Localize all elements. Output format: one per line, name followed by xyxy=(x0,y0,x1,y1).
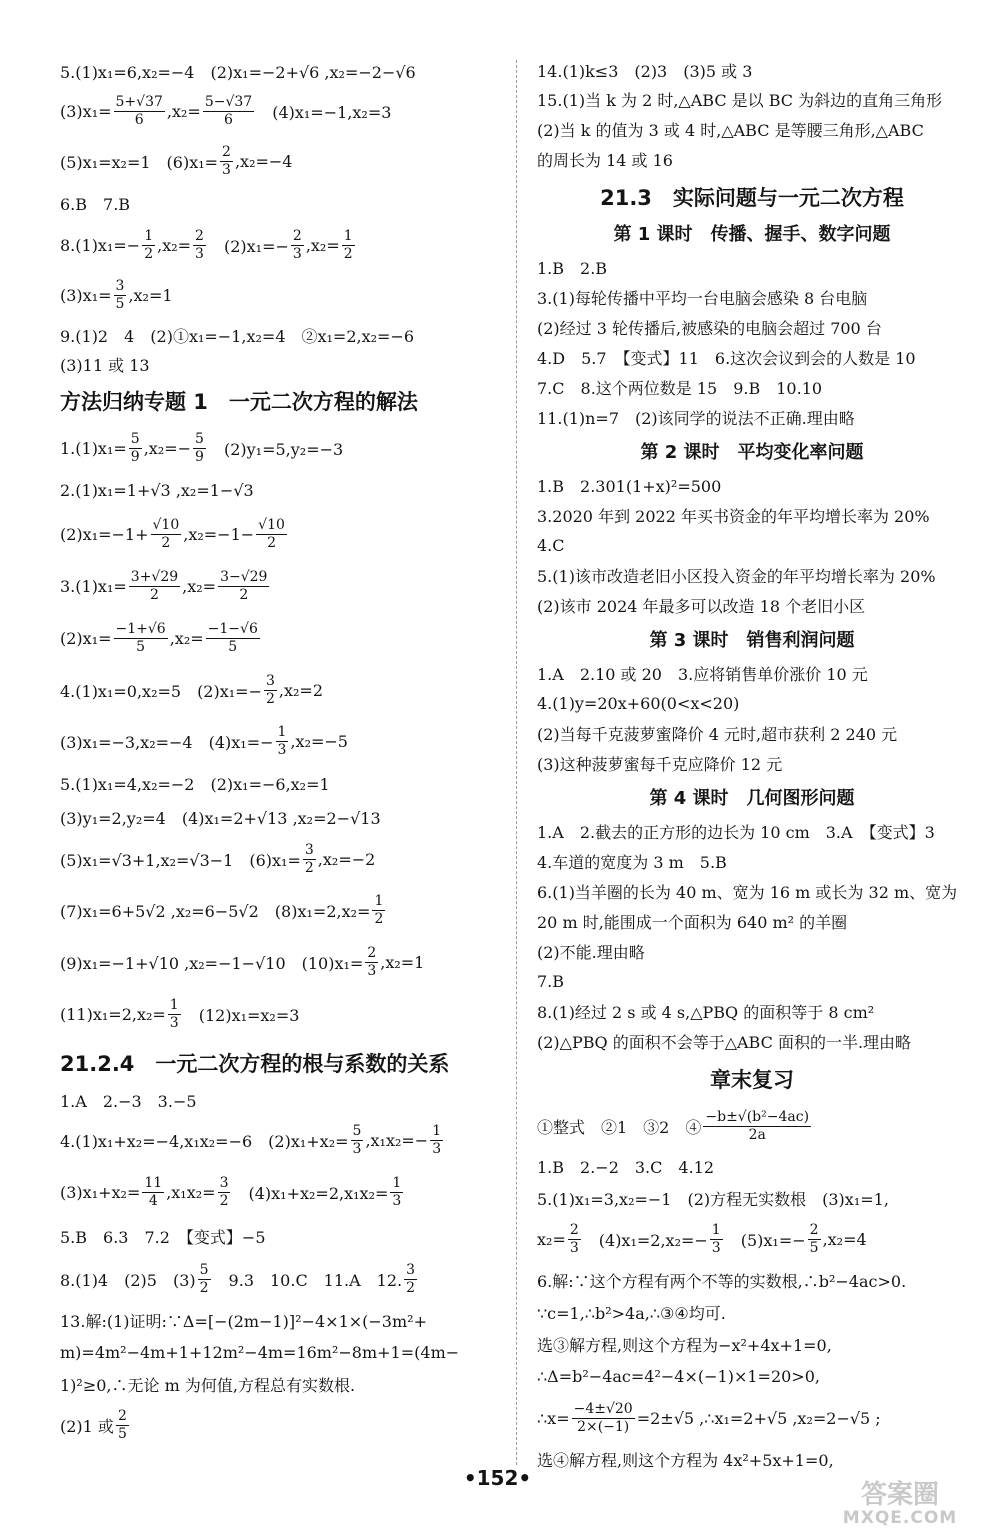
review-6c: 选③解方程,则这个方程为−x²+4x+1=0, xyxy=(537,1335,832,1355)
fraction xyxy=(151,517,182,550)
answer-15b: (2)当 k 的值为 3 或 4 时,△ABC 是等腰三角形,△ABC xyxy=(537,120,924,140)
roots-4b xyxy=(60,1166,498,1218)
numerator: 2 xyxy=(195,228,204,245)
denominator: 2 xyxy=(150,586,159,603)
method-5c xyxy=(60,834,498,884)
review-6f: 选④解方程,则这个方程为 4x²+5x+1=0, xyxy=(537,1450,834,1470)
review-6b: ∵c=1,∴b²>4a,∴③④均可. xyxy=(537,1303,726,1323)
numerator: 5+√37 xyxy=(115,94,163,111)
roots-13a: 13.解:(1)证明:∵Δ=[−(2m−1)]²−4×1×(−3m²+ xyxy=(60,1311,427,1331)
review-1: 1.B 2.−2 3.C 4.12 xyxy=(537,1157,715,1177)
numerator: 1 xyxy=(144,228,154,245)
fraction xyxy=(572,1401,635,1434)
lesson4-6b: 20 m 时,能围成一个面积为 640 m² 的羊圈 xyxy=(537,912,848,932)
fraction xyxy=(218,1175,231,1208)
method-4b xyxy=(60,716,498,766)
denominator: 2 xyxy=(406,1279,416,1296)
lesson-3-title: 第 3 课时 销售利润问题 xyxy=(649,630,855,651)
denominator: 3 xyxy=(367,962,377,979)
fraction xyxy=(710,1222,723,1255)
answer-5a: 5.(1)x₁=6,x₂=−4 (2)x₁=−2+√6 ,x₂=−2−√6 xyxy=(60,62,416,82)
fraction xyxy=(114,621,168,654)
lesson3-4c: (3)这种菠萝蜜每千克应降价 12 元 xyxy=(537,754,783,774)
lesson-1-title: 第 1 课时 传播、握手、数字问题 xyxy=(613,224,891,245)
text: ,x₂= xyxy=(305,235,340,255)
text: (12)x₁=x₂=3 xyxy=(182,1005,300,1025)
method-5b: (3)y₁=2,y₂=4 (4)x₁=2+√13 ,x₂=2−√13 xyxy=(60,808,381,828)
numerator: 1 xyxy=(432,1123,442,1140)
fraction xyxy=(430,1123,443,1156)
fraction xyxy=(193,228,206,261)
denominator: 2 xyxy=(161,534,171,551)
denominator: 9 xyxy=(130,448,140,465)
text: (2)1 或 xyxy=(60,1416,114,1436)
roots-13c: 1)²≥0,∴无论 m 为何值,方程总有实数根. xyxy=(60,1375,356,1395)
fraction xyxy=(291,228,304,261)
numerator: 1 xyxy=(711,1222,721,1239)
left-column xyxy=(60,56,498,1450)
numerator: 2 xyxy=(569,1222,579,1239)
lesson2-1: 1.B 2.301(1+x)²=500 xyxy=(537,476,722,496)
page-number: •152• xyxy=(463,1466,532,1490)
method-5f xyxy=(60,988,498,1040)
fraction xyxy=(114,278,127,311)
numerator: √10 xyxy=(152,517,180,534)
text: (2)x₁=− xyxy=(207,236,289,256)
denominator: 2 xyxy=(239,586,249,603)
text: ,x₂=2 xyxy=(278,680,324,700)
lesson4-4: 4.车道的宽度为 3 m 5.B xyxy=(537,852,727,872)
numerator: 5 xyxy=(352,1123,362,1140)
text: 8.(1)4 (2)5 (3) xyxy=(60,1270,196,1290)
answer-8a xyxy=(60,220,498,270)
numerator: 1 xyxy=(343,228,353,245)
lesson3-4a: 4.(1)y=20x+60(0<x<20) xyxy=(537,693,740,713)
denominator: 2 xyxy=(304,859,314,876)
review-6d: ∴Δ=b²−4ac=4²−4×(−1)×1=20>0, xyxy=(537,1366,820,1386)
answer-9b: (3)11 或 13 xyxy=(60,355,150,375)
text: (5)x₁=− xyxy=(724,1230,806,1250)
numerator: 1 xyxy=(169,997,179,1014)
text: 9.3 10.C 11.A 12. xyxy=(212,1270,403,1290)
fraction xyxy=(264,673,277,706)
text: (2)x₁= xyxy=(60,628,112,648)
lesson1-11: 11.(1)n=7 (2)该同学的说法不正确.理由略 xyxy=(537,408,855,428)
method-3b xyxy=(60,612,498,664)
fraction xyxy=(390,1175,403,1208)
denominator: 6 xyxy=(134,111,144,128)
text: (3)x₁+x₂= xyxy=(60,1182,141,1202)
watermark-logo xyxy=(820,1482,980,1532)
text: 3.(1)x₁= xyxy=(60,576,127,596)
text: ,x₂=1 xyxy=(128,285,173,305)
text: ①整式 ②1 ③2 ④ xyxy=(537,1117,702,1137)
answer-14: 14.(1)k≤3 (2)3 (3)5 或 3 xyxy=(537,61,753,81)
fraction xyxy=(114,94,165,127)
text: ,x₂=−1− xyxy=(183,524,255,544)
answer-5b xyxy=(60,86,498,136)
roots-13b: m)=4m²−4m+1+12m²−4m=16m²−8m+1=(4m− xyxy=(60,1342,460,1362)
text: (11)x₁=2,x₂= xyxy=(60,1004,166,1024)
denominator: 3 xyxy=(711,1239,721,1256)
lesson1-3a: 3.(1)每轮传播中平均一台电脑会感染 8 台电脑 xyxy=(537,288,868,308)
denominator: 2 xyxy=(374,910,384,927)
review-6e xyxy=(537,1392,967,1444)
lesson2-5b: (2)该市 2024 年最多可以改造 18 个老旧小区 xyxy=(537,596,866,616)
fraction xyxy=(372,893,385,926)
denominator: 2 xyxy=(267,534,276,551)
denominator: 3 xyxy=(195,245,204,262)
denominator: 2 xyxy=(265,690,275,707)
numerator: 2 xyxy=(117,1408,127,1425)
text: ,x₂= xyxy=(169,628,204,648)
denominator: 5 xyxy=(117,1425,127,1442)
roots-8 xyxy=(60,1254,498,1304)
right-column xyxy=(537,56,967,1474)
numerator: 3+√29 xyxy=(130,569,179,586)
method-4a xyxy=(60,664,498,716)
lesson3-1: 1.A 2.10 或 20 3.应将销售单价涨价 10 元 xyxy=(537,664,868,684)
lesson4-8b: (2)△PBQ 的面积不会等于△ABC 面积的一半.理由略 xyxy=(537,1032,912,1052)
text: x₂= xyxy=(537,1229,566,1249)
text: (2)x₁=−1+ xyxy=(60,524,149,544)
numerator: √10 xyxy=(258,517,285,534)
text: 4.(1)x₁+x₂=−4,x₁x₂=−6 (2)x₁+x₂= xyxy=(60,1131,349,1151)
text: ,x₂=−4 xyxy=(234,151,293,171)
answer-15a: 15.(1)当 k 为 2 时,△ABC 是以 BC 为斜边的直角三角形 xyxy=(537,90,943,110)
review-5b xyxy=(537,1214,967,1264)
numerator: 2 xyxy=(222,144,231,161)
answer-6-7: 6.B 7.B xyxy=(60,194,131,214)
fraction xyxy=(168,997,181,1030)
numerator: 3−√29 xyxy=(220,569,268,586)
denominator: 3 xyxy=(352,1140,362,1157)
numerator: 3 xyxy=(115,278,125,295)
numerator: 3 xyxy=(265,673,275,690)
text: (9)x₁=−1+√10 ,x₂=−1−√10 (10)x₁= xyxy=(60,953,364,973)
denominator: 4 xyxy=(148,1192,158,1209)
fraction xyxy=(193,431,206,464)
answer-5c xyxy=(60,136,498,186)
text: (3)x₁=−3,x₂=−4 (4)x₁=− xyxy=(60,732,274,752)
text: 1.(1)x₁= xyxy=(60,438,127,458)
denominator: 3 xyxy=(432,1140,442,1157)
roots-4a xyxy=(60,1114,498,1166)
watermark-url: MXQE.COM xyxy=(842,1508,958,1528)
text: (7)x₁=6+5√2 ,x₂=6−5√2 (8)x₁=2,x₂= xyxy=(60,901,371,921)
text: ∴x= xyxy=(537,1408,570,1428)
text: (4)x₁=2,x₂=− xyxy=(582,1230,708,1250)
text: =2±√5 ,∴x₁=2+√5 ,x₂=2−√5 ; xyxy=(636,1408,881,1428)
denominator: 2 xyxy=(144,245,154,262)
numerator: 5 xyxy=(199,1262,209,1279)
roots-5: 5.B 6.3 7.2 【变式】−5 xyxy=(60,1227,266,1247)
fraction xyxy=(203,94,254,127)
numerator: 3 xyxy=(406,1262,416,1279)
fraction xyxy=(198,1262,211,1295)
fraction xyxy=(142,1175,164,1208)
fraction xyxy=(303,842,316,875)
denominator: 5 xyxy=(136,638,146,655)
numerator: 3 xyxy=(219,1175,229,1192)
lesson1-4: 4.D 5.7 【变式】11 6.这次会议到会的人数是 10 xyxy=(537,348,916,368)
method-5d xyxy=(60,884,498,936)
method-3a xyxy=(60,560,498,612)
text: ,x₂=−5 xyxy=(290,731,348,751)
denominator: 3 xyxy=(222,161,231,178)
text: (2)y₁=5,y₂=−3 xyxy=(207,439,344,459)
method-5a: 5.(1)x₁=4,x₂=−2 (2)x₁=−6,x₂=1 xyxy=(60,774,330,794)
method-1 xyxy=(60,424,498,472)
fraction xyxy=(116,1408,129,1441)
lesson-4-title: 第 4 课时 几何图形问题 xyxy=(649,788,855,809)
section-title-method: 方法归纳专题 1 一元二次方程的解法 xyxy=(60,390,418,414)
fraction xyxy=(703,1109,811,1142)
numerator: 5 xyxy=(130,431,140,448)
numerator: 5−√37 xyxy=(204,94,253,111)
column-divider xyxy=(516,60,517,1465)
fraction xyxy=(351,1123,364,1156)
text: ,x₂= xyxy=(157,235,192,255)
method-2a: 2.(1)x₁=1+√3 ,x₂=1−√3 xyxy=(60,480,254,500)
denominator: 5 xyxy=(228,638,238,655)
method-5e xyxy=(60,936,498,988)
denominator: 2 xyxy=(343,245,353,262)
lesson-2-title: 第 2 课时 平均变化率问题 xyxy=(640,442,864,463)
lesson4-1: 1.A 2.截去的正方形的边长为 10 cm 3.A 【变式】3 xyxy=(537,822,935,842)
numerator: 2 xyxy=(809,1222,819,1239)
numerator: 3 xyxy=(304,842,314,859)
denominator: 3 xyxy=(169,1014,179,1031)
numerator: −b±√(b²−4ac) xyxy=(705,1109,810,1126)
lesson1-7: 7.C 8.这个两位数是 15 9.B 10.10 xyxy=(537,378,823,398)
text: (3)x₁= xyxy=(60,101,112,121)
fraction xyxy=(342,228,355,261)
watermark-text: 答案圈 xyxy=(860,1480,939,1510)
text: ,x₂=4 xyxy=(822,1229,867,1249)
lesson2-4: 4.C xyxy=(537,535,565,555)
denominator: 2 xyxy=(219,1192,229,1209)
text: (5)x₁=x₂=1 (6)x₁= xyxy=(60,152,219,172)
text: ,x₁x₂= xyxy=(166,1182,216,1202)
review-5a: 5.(1)x₁=3,x₂=−1 (2)方程无实数根 (3)x₁=1, xyxy=(537,1189,889,1209)
text: (3)x₁= xyxy=(60,285,112,305)
section-title-213: 21.3 实际问题与一元二次方程 xyxy=(600,186,904,210)
denominator: 5 xyxy=(115,295,125,312)
denominator: 2a xyxy=(748,1126,766,1143)
fraction xyxy=(129,569,180,602)
numerator: 2 xyxy=(367,945,377,962)
lesson1-1: 1.B 2.B xyxy=(537,258,608,278)
fraction xyxy=(220,144,233,177)
numerator: 1 xyxy=(277,724,287,741)
denominator: 3 xyxy=(292,245,302,262)
roots-13d xyxy=(60,1400,498,1450)
text: (5)x₁=√3+1,x₂=√3−1 (6)x₁= xyxy=(60,850,301,870)
text: ,x₂=1 xyxy=(380,952,425,972)
numerator: −4±√20 xyxy=(573,1401,633,1418)
fraction xyxy=(808,1222,821,1255)
lesson4-6a: 6.(1)当羊圈的长为 40 m、宽为 16 m 或长为 32 m、宽为 xyxy=(537,882,958,902)
denominator: 3 xyxy=(392,1192,402,1209)
numerator: −1−√6 xyxy=(207,621,258,638)
denominator: 6 xyxy=(224,111,233,128)
answer-8b xyxy=(60,270,498,320)
text: (4)x₁+x₂=2,x₁x₂= xyxy=(232,1183,389,1203)
numerator: 1 xyxy=(392,1175,402,1192)
lesson4-8a: 8.(1)经过 2 s 或 4 s,△PBQ 的面积等于 8 cm² xyxy=(537,1002,875,1022)
fraction xyxy=(206,621,260,654)
lesson4-6c: (2)不能.理由略 xyxy=(537,942,645,962)
lesson1-3b: (2)经过 3 轮传播后,被感染的电脑会超过 700 台 xyxy=(537,318,882,338)
fraction xyxy=(256,517,287,550)
fraction xyxy=(568,1222,581,1255)
text: ,x₁x₂=− xyxy=(365,1130,429,1150)
fraction xyxy=(129,431,142,464)
numerator: 11 xyxy=(144,1175,163,1192)
answer-15c: 的周长为 14 或 16 xyxy=(537,150,673,170)
lesson2-5a: 5.(1)该市改造老旧小区投入资金的年平均增长率为 20% xyxy=(537,566,936,586)
numerator: 2 xyxy=(292,228,302,245)
denominator: 3 xyxy=(569,1239,579,1256)
fraction xyxy=(365,945,378,978)
review-0 xyxy=(537,1102,967,1150)
method-2b xyxy=(60,508,498,560)
numerator: −1+√6 xyxy=(115,621,166,638)
review-6a: 6.解:∵这个方程有两个不等的实数根,∴b²−4ac>0. xyxy=(537,1271,907,1291)
text: ,x₂=−2 xyxy=(317,849,376,869)
section-title-review: 章末复习 xyxy=(710,1068,794,1092)
text: (4)x₁=−1,x₂=3 xyxy=(256,102,392,122)
fraction xyxy=(404,1262,417,1295)
text: 8.(1)x₁=− xyxy=(60,235,141,255)
text: ,x₂= xyxy=(166,101,201,121)
denominator: 3 xyxy=(277,741,287,758)
fraction xyxy=(276,724,289,757)
lesson3-4b: (2)当每千克菠萝蜜降价 4 元时,超市获利 2 240 元 xyxy=(537,724,898,744)
denominator: 5 xyxy=(809,1239,819,1256)
numerator: 5 xyxy=(195,431,204,448)
answer-9a: 9.(1)2 4 (2)①x₁=−1,x₂=4 ②x₁=2,x₂=−6 xyxy=(60,326,415,346)
roots-1: 1.A 2.−3 3.−5 xyxy=(60,1091,197,1111)
text: ,x₂=− xyxy=(143,438,192,458)
text: ,x₂= xyxy=(182,576,217,596)
fraction xyxy=(142,228,155,261)
section-title-2124: 21.2.4 一元二次方程的根与系数的关系 xyxy=(60,1052,450,1076)
denominator: 9 xyxy=(195,448,204,465)
denominator: 2 xyxy=(199,1279,209,1296)
lesson2-3: 3.2020 年到 2022 年买书资金的年平均增长率为 20% xyxy=(537,506,930,526)
text: 4.(1)x₁=0,x₂=5 (2)x₁=− xyxy=(60,681,262,701)
numerator: 1 xyxy=(374,893,384,910)
denominator: 2×(−1) xyxy=(577,1418,630,1435)
lesson4-7: 7.B xyxy=(537,971,565,991)
fraction xyxy=(218,569,269,602)
